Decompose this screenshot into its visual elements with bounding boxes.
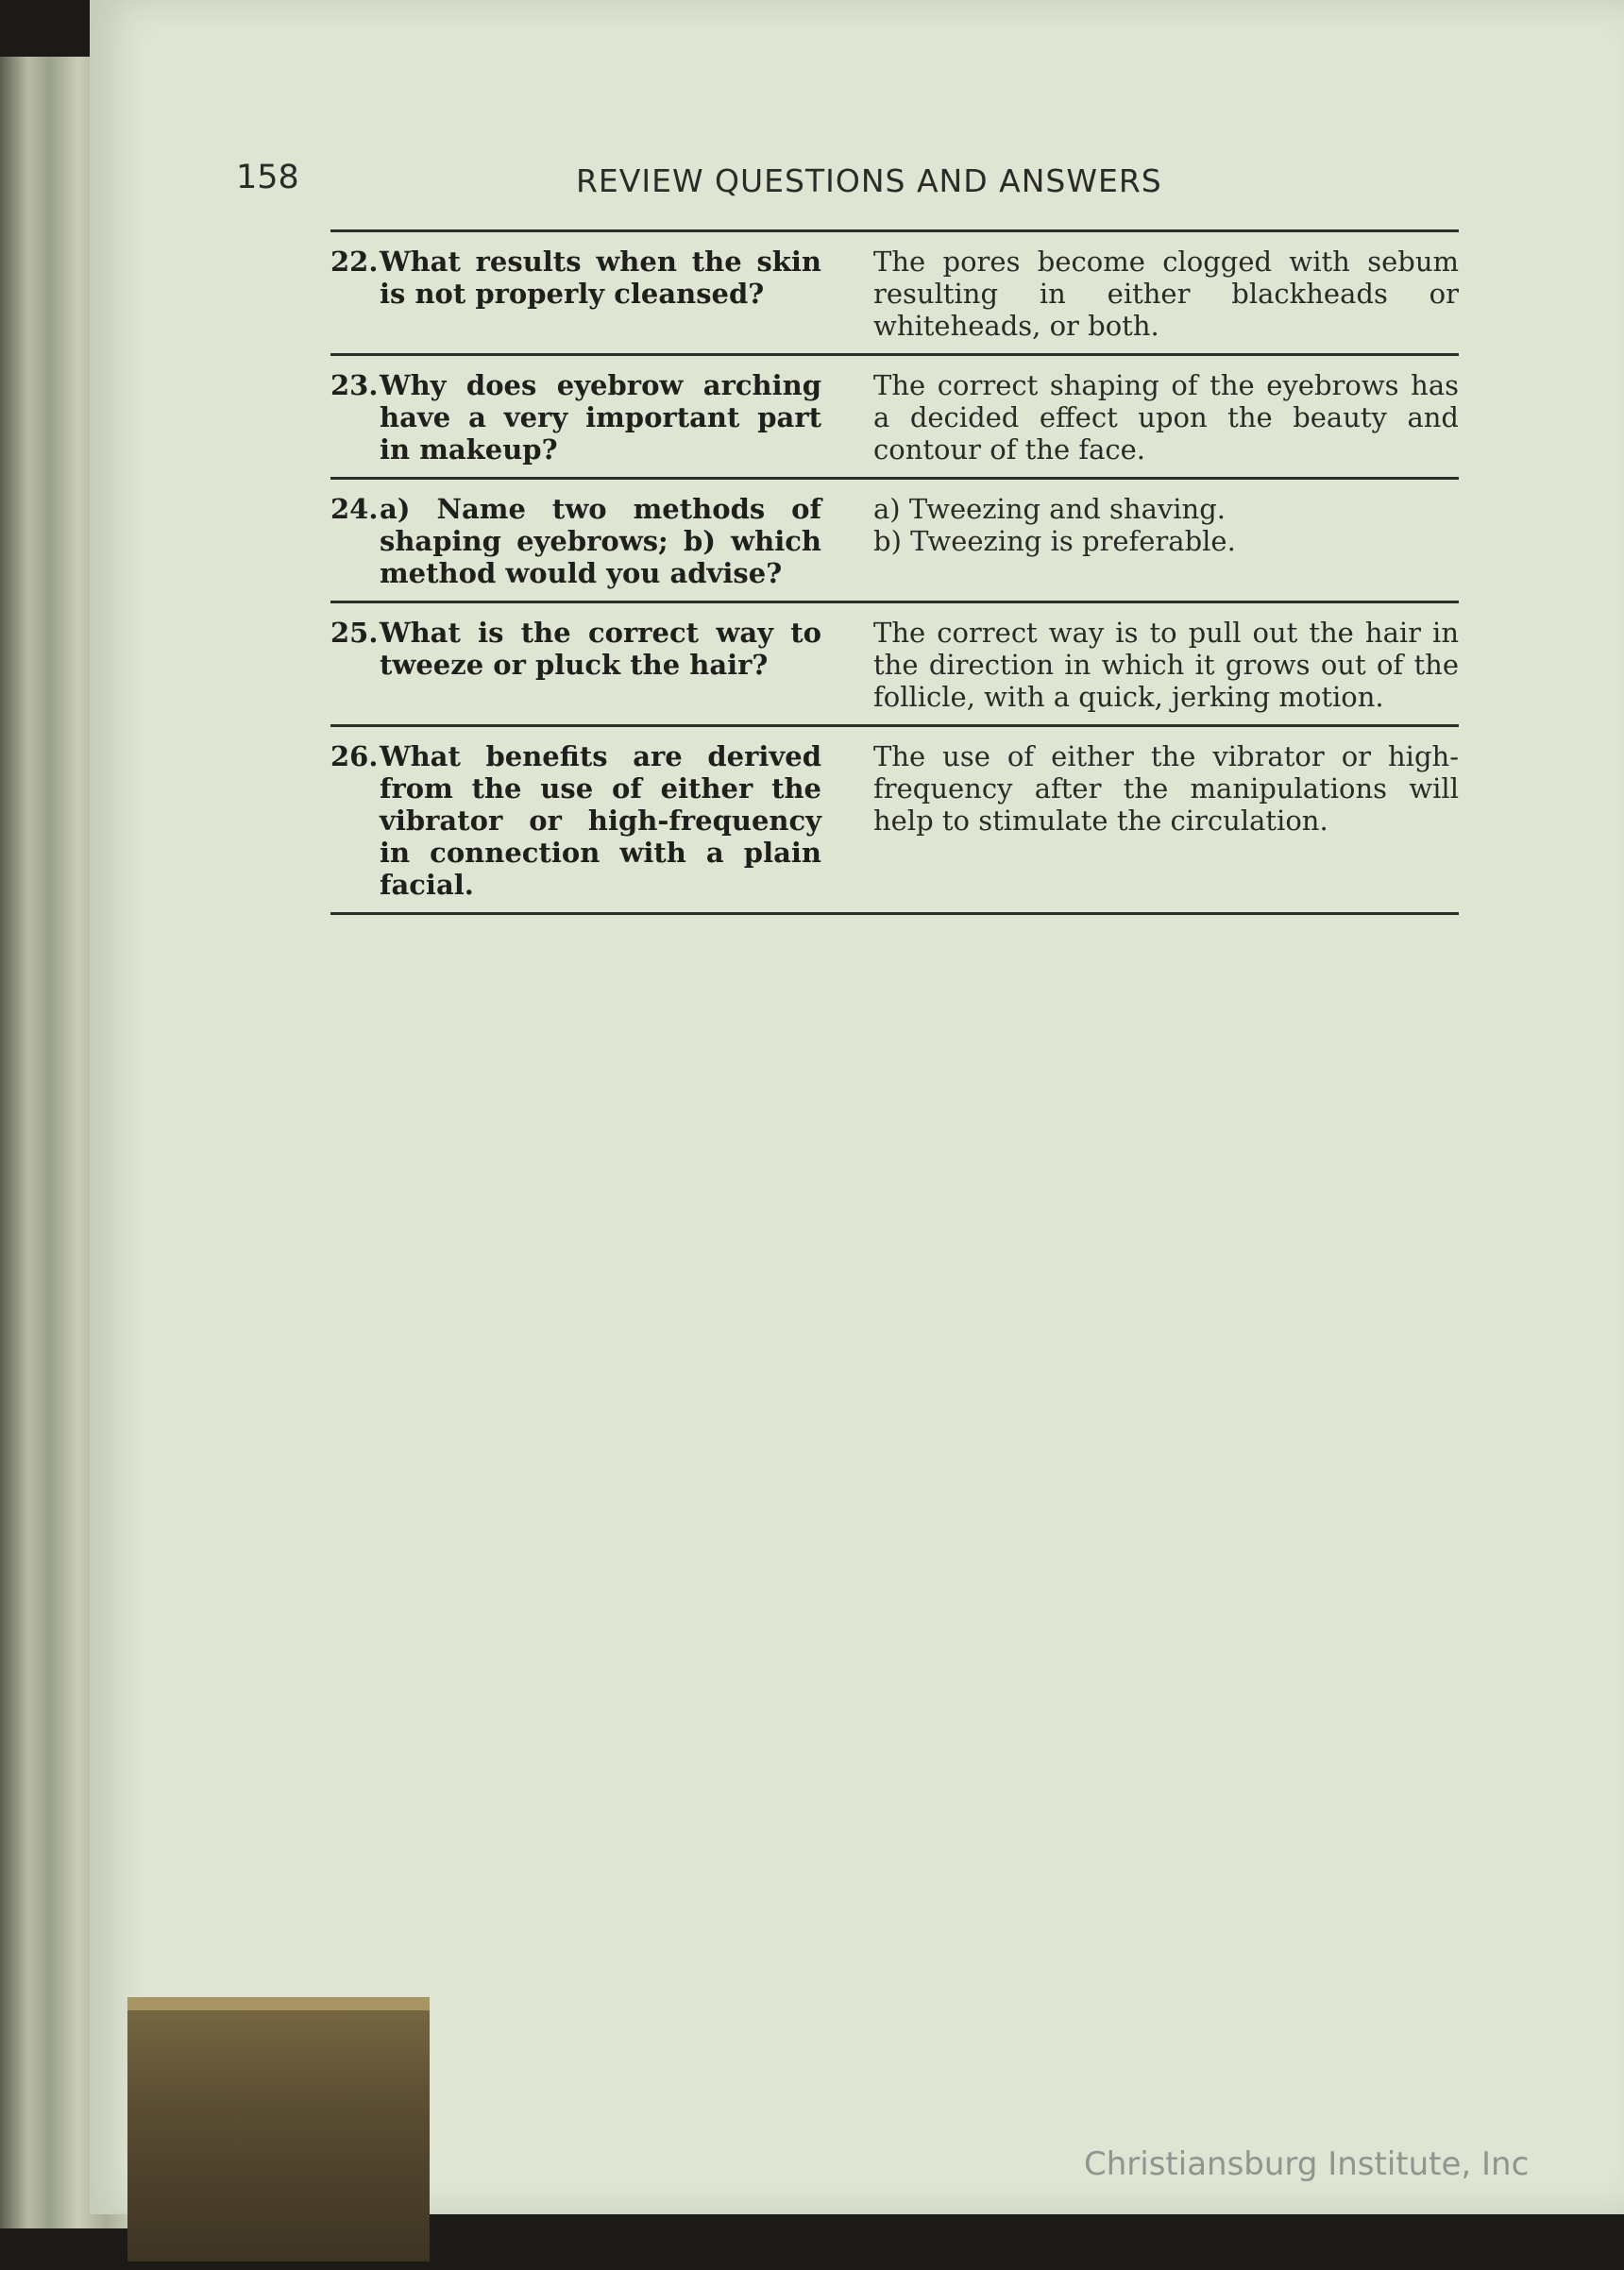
- answer-text: The correct way is to pull out the hair in the direction in which it grows out of the follicle, with a quick, jerking motion.: [873, 617, 1459, 713]
- question-text: Why does eyebrow arching have a very important part in makeup?: [380, 369, 821, 466]
- watermark: Christiansburg Institute, Inc: [1084, 2145, 1530, 2183]
- tab-highlight: [127, 1997, 430, 2010]
- question-number: 23.: [330, 369, 379, 401]
- question-number: 26.: [330, 740, 379, 772]
- page-header: [236, 159, 1209, 215]
- answer-text: The correct shaping of the eyebrows has a decided effect upon the beauty and contour of the face.: [873, 369, 1459, 466]
- answer-text: The use of either the vibrator or high-frequency after the manipulations will help to stimulate the circulation.: [873, 740, 1459, 837]
- question-cell: [330, 246, 821, 342]
- answer-part-b: b) Tweezing is preferable.: [873, 525, 1236, 557]
- question-number: 25.: [330, 617, 379, 649]
- question-text: a) Name two methods of shaping eyebrows; b) which method would you advise?: [380, 493, 821, 589]
- question-text: What is the correct way to tweeze or pluck the hair?: [380, 617, 821, 681]
- question-cell: [330, 740, 821, 901]
- question-cell: [330, 617, 821, 713]
- qa-table: [330, 229, 1459, 915]
- question-number: 22.: [330, 246, 379, 278]
- question-text: What results when the skin is not properly cleansed?: [380, 246, 821, 310]
- question-text: What benefits are derived from the use of either the vibrator or high-frequency in connection with a plain facial.: [380, 740, 821, 901]
- answer-cell: [873, 493, 1459, 589]
- qa-row-22: [330, 232, 1459, 356]
- running-title: REVIEW QUESTIONS AND ANSWERS: [576, 162, 1162, 199]
- qa-row-26: [330, 727, 1459, 915]
- brass-bookmark-tab: [127, 1997, 430, 2262]
- qa-row-24: [330, 480, 1459, 603]
- qa-row-23: [330, 356, 1459, 480]
- answer-part-a: a) Tweezing and shaving.: [873, 493, 1226, 525]
- answer-text: The pores become clogged with sebum resulting in either blackheads or whiteheads, or both.: [873, 246, 1459, 342]
- question-cell: [330, 493, 821, 589]
- qa-row-25: [330, 603, 1459, 727]
- page-number: 158: [236, 159, 299, 196]
- question-cell: [330, 369, 821, 466]
- question-number: 24.: [330, 493, 379, 525]
